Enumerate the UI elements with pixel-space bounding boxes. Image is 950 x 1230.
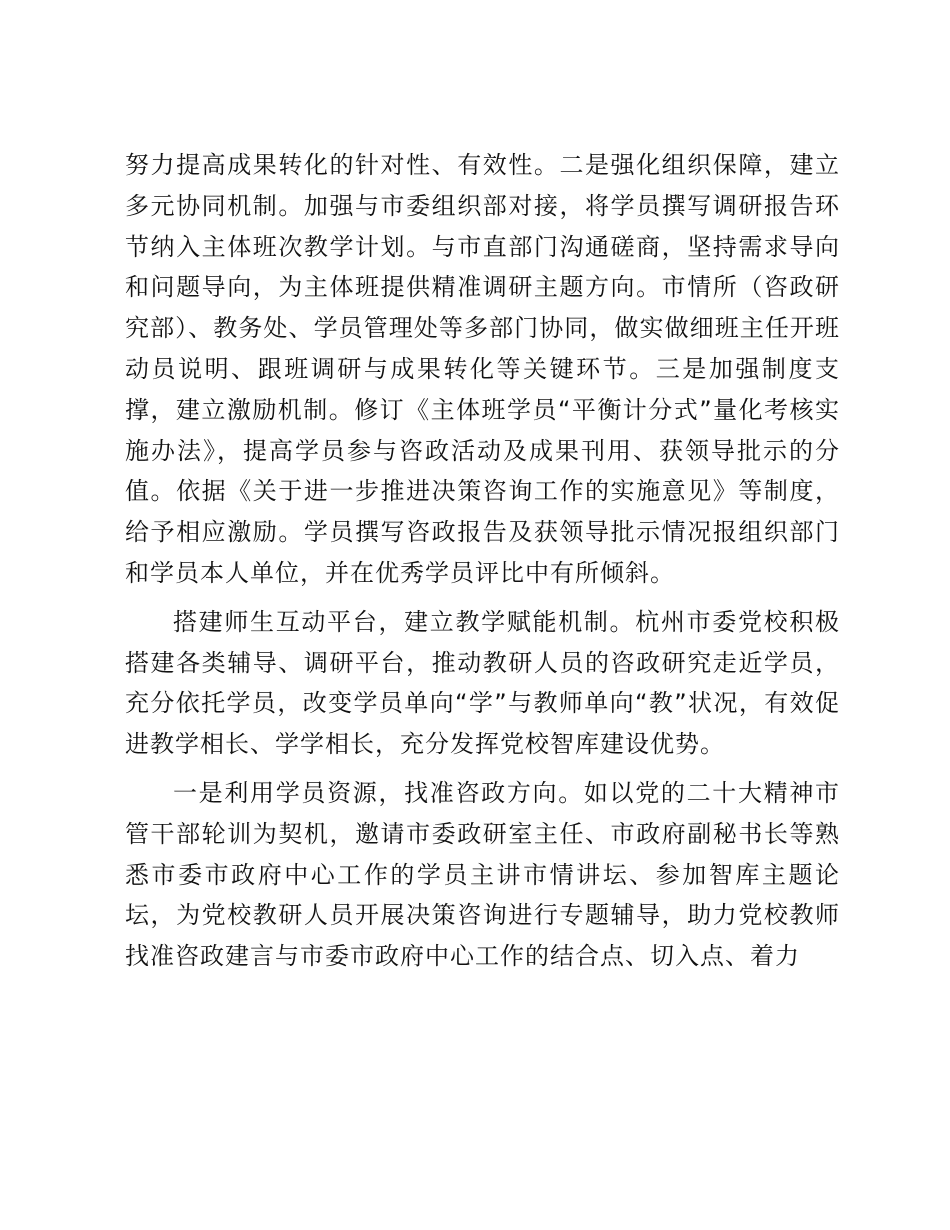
document-page	[125, 145, 840, 985]
paragraph-continuation: 努力提高成果转化的针对性、有效性。二是强化组织保障，建立多元协同机制。加强与市委组织部对接，将学员撰写调研报告环节纳入主体班次教学计划。与市直部门沟通磋商，坚持需求导向和问题导向，为主体班提供精准调研主题方向。市情所（咨政研究部）、教务处、学员管理处等多部门协同，做实做细班主任开班动员说明、跟班调研与成果转化等关键环节。三是加强制度支撑，建立激励机制。修订《主体班学员“平衡计分式”量化考核实施办法》，提高学员参与咨政活动及成果刊用、获领导批示的分值。依据《关于进一步推进决策咨询工作的实施意见》等制度，给予相应激励。学员撰写咨政报告及获领导批示情况报组织部门和学员本人单位，并在优秀学员评比中有所倾斜。	[125, 151, 840, 587]
paragraph-teacher-student-platform: 搭建师生互动平台，建立教学赋能机制。杭州市委党校积极搭建各类辅导、调研平台，推动教研人员的咨政研究走近学员，充分依托学员，改变学员单向“学”与教师单向“教”状况，有效促进教学相长、学学相长，充分发挥党校智库建设优势。	[125, 607, 840, 759]
paragraph-student-resources: 一是利用学员资源，找准咨政方向。如以党的二十大精神市管干部轮训为契机，邀请市委政研室主任、市政府副秘书长等熟悉市委市政府中心工作的学员主讲市情讲坛、参加智库主题论坛，为党校教研人员开展决策咨询进行专题辅导，助力党校教师找准咨政建言与市委市政府中心工作的结合点、切入点、着力	[125, 778, 840, 971]
